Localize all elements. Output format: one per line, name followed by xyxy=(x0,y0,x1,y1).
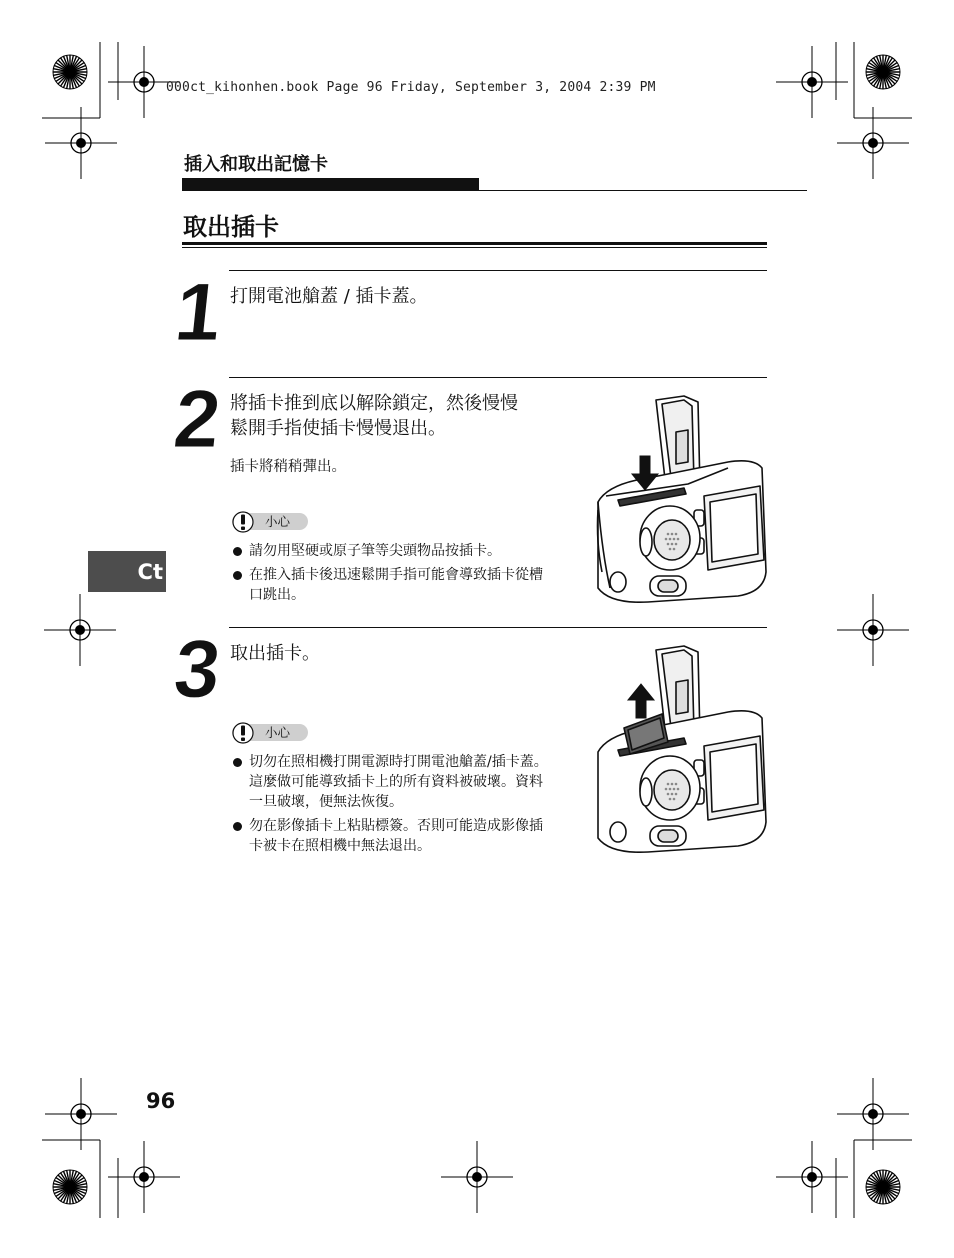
list-item: 請勿用堅硬或原子筆等尖頭物品按插卡。 xyxy=(232,541,562,561)
step-3-bullets xyxy=(232,752,552,860)
svg-text:1: 1 xyxy=(170,267,224,358)
step-1-rule xyxy=(229,270,767,271)
step-2-text xyxy=(230,391,518,441)
step-3-text: 取出插卡。 xyxy=(230,643,320,664)
chapter-tab: Ct xyxy=(88,551,166,592)
caution-label: 小心 xyxy=(265,514,291,529)
section-rule xyxy=(479,190,807,191)
caution-badge xyxy=(232,724,308,741)
list-item: 勿在影像插卡上粘貼標簽。否則可能造成影像插卡被卡在照相機中無法退出。 xyxy=(232,816,552,856)
step-2-rule xyxy=(229,377,767,378)
step-2-number xyxy=(169,374,225,465)
warning-icon xyxy=(232,511,254,533)
page-number: 96 xyxy=(146,1089,176,1113)
caution-badge xyxy=(232,513,308,530)
step-3-caution xyxy=(232,722,308,742)
heading-rule-thin xyxy=(182,247,767,248)
step-2-text-line1: 將插卡推到底以解除鎖定，然後慢慢 xyxy=(230,393,518,414)
step-3-number xyxy=(169,624,225,715)
caution-label: 小心 xyxy=(265,725,291,740)
step-2-bullets xyxy=(232,541,562,609)
step-1-text: 打開電池艙蓋 / 插卡蓋。 xyxy=(230,286,428,307)
step-1-number xyxy=(170,267,224,358)
list-item: 在推入插卡後迅速鬆開手指可能會導致插卡從槽口跳出。 xyxy=(232,565,554,605)
section-title: 插入和取出記憶卡 xyxy=(184,154,328,175)
step-3-rule xyxy=(229,627,767,628)
step-2-caution xyxy=(232,511,308,531)
page-heading: 取出插卡 xyxy=(183,213,279,241)
camera-illustration-push xyxy=(588,392,768,607)
svg-text:3: 3 xyxy=(169,624,225,715)
step-2-text-line2: 鬆開手指使插卡慢慢退出。 xyxy=(230,418,446,439)
camera-illustration-remove xyxy=(588,642,768,857)
section-bar xyxy=(182,178,479,191)
warning-icon xyxy=(232,722,254,744)
print-header: 000ct_kihonhen.book Page 96 Friday, September 3, 2004 2:39 PM xyxy=(166,80,656,95)
step-2-subtext: 插卡將稍稍彈出。 xyxy=(230,459,346,475)
heading-rule xyxy=(182,242,767,245)
svg-text:2: 2 xyxy=(169,374,225,465)
list-item: 切勿在照相機打開電源時打開電池艙蓋/插卡蓋。這麼做可能導致插卡上的所有資料被破壞。資料一旦破壞，便無法恢復。 xyxy=(232,752,552,812)
